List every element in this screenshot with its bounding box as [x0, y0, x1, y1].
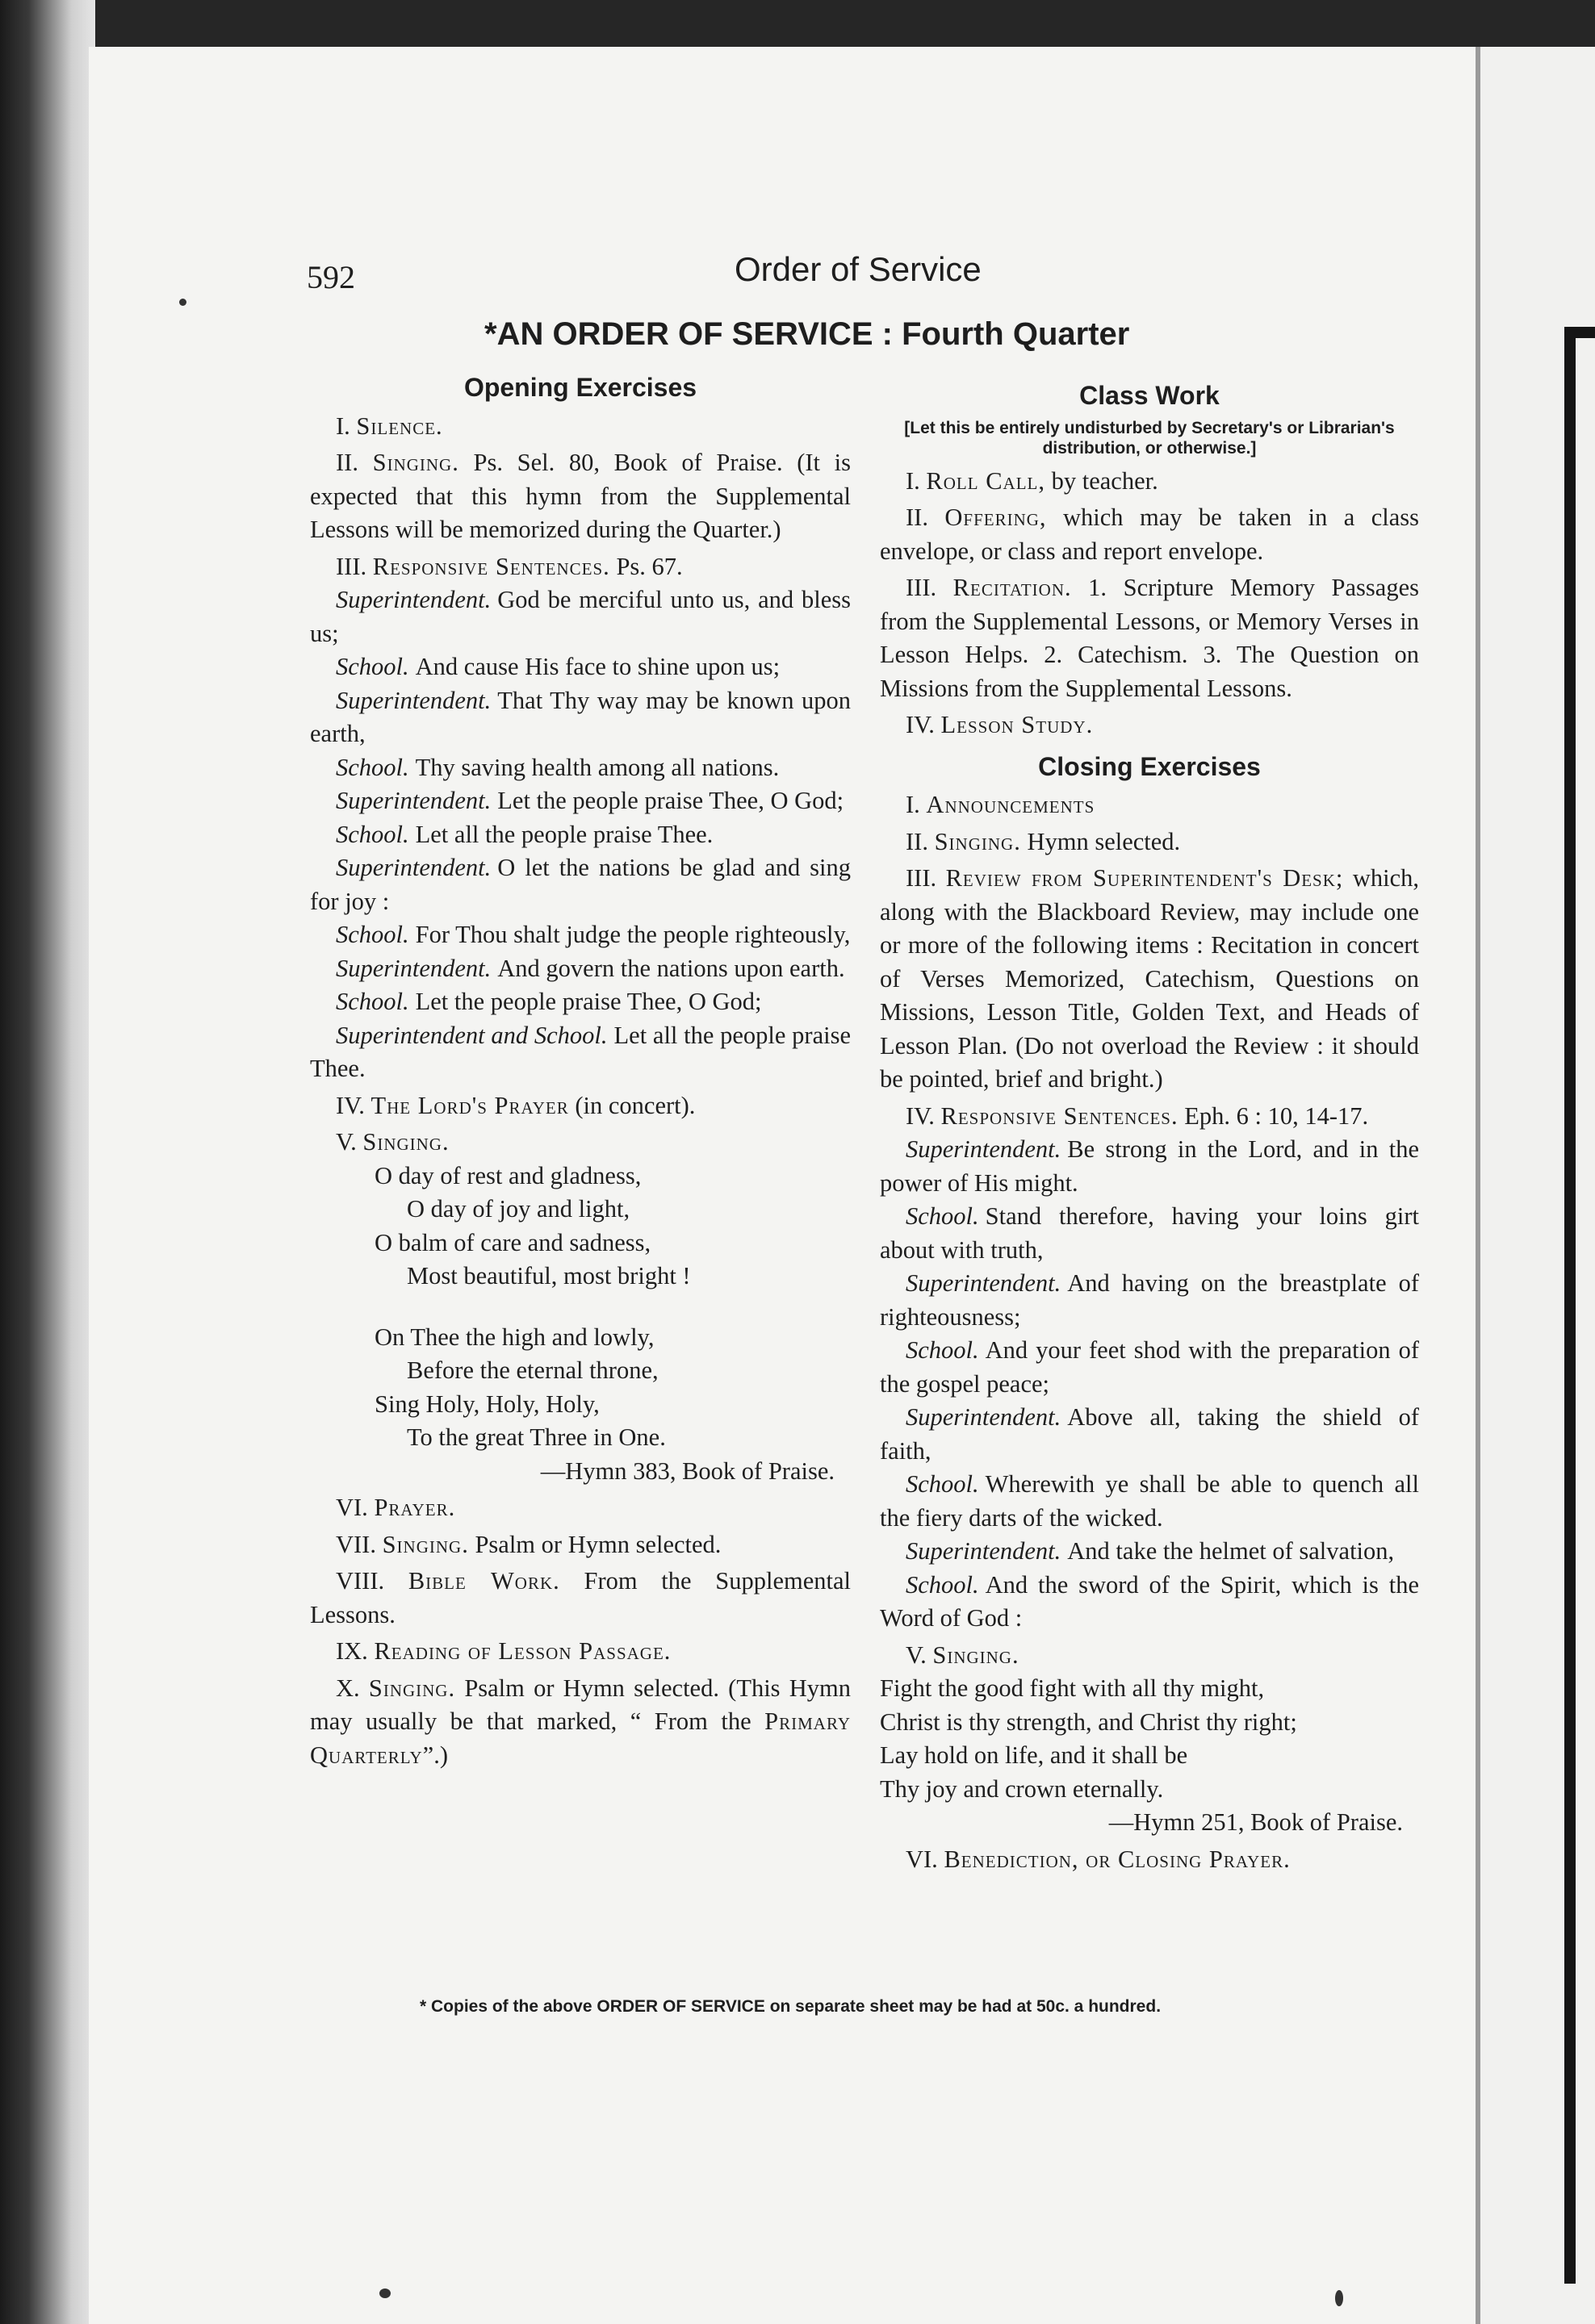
stanza-gap [310, 1294, 851, 1321]
opening-item-10: X. Singing. Psalm or Hymn selected. (This Hymn may usually be that marked, “ From the Primary Quarterly”.) [310, 1674, 852, 1769]
opening-item-7: VII. Singing. Psalm or Hymn selected. [336, 1530, 722, 1558]
opening-item-4: IV. The Lord's Prayer (in concert). [336, 1091, 696, 1119]
hymn-verse-line: Thy joy and crown eternally. [880, 1774, 1164, 1803]
page-header [307, 250, 1437, 299]
class-item-3: III. Recitation. 1. Scripture Memory Passages from the Supplemental Lessons, or Memory Verses in Lesson Helps. 2. Catechism. 3. The Question on Missions from the Supplemental Lessons. [880, 574, 1419, 702]
responsive-line: School. Let the people praise Thee, O God; [336, 988, 762, 1015]
hymn-verse-line: Sing Holy, Holy, Holy, [375, 1390, 600, 1418]
responsive-line: School. Let all the people praise Thee. [336, 820, 714, 848]
hymn-verse-line: Fight the good fight with all thy might, [880, 1674, 1265, 1702]
responsive-line: School. And cause His face to shine upon us; [336, 653, 781, 680]
opening-item-3: III. Responsive Sentences. Ps. 67. [336, 552, 683, 580]
opening-exercises-heading: Opening Exercises [463, 373, 697, 402]
hymn-verse-line: Before the eternal throne, [407, 1356, 659, 1384]
responsive-line: School. And your feet shod with the preparation of the gospel peace; [880, 1336, 1419, 1398]
closing-item-1: I. Announcements [906, 791, 1095, 818]
responsive-line: Superintendent. Let the people praise Thee, O God; [336, 787, 844, 814]
scan-speck [379, 2288, 391, 2298]
hymn-verse-line: O day of joy and light, [407, 1195, 630, 1223]
opening-item-2: II. Singing. Ps. Sel. 80, Book of Praise. (It is expected that this hymn from the Supplemental Lessons will be memorized during the Quarter.) [310, 449, 852, 543]
book-spine-edge [0, 0, 95, 2324]
hymn-verse-line: To the great Three in One. [407, 1423, 666, 1451]
hymn-verse-line: O day of rest and gladness, [375, 1161, 642, 1189]
facing-page-frame-side [1564, 331, 1576, 2284]
opening-item-9: IX. Reading of Lesson Passage. [336, 1637, 672, 1665]
hymn-verse-line: Most beautiful, most bright ! [407, 1262, 691, 1289]
scan-speck [179, 299, 186, 306]
opening-item-1: I. Silence. [336, 412, 443, 440]
hymn-verse-line: Lay hold on life, and it shall be [880, 1741, 1188, 1769]
running-title: Order of Service [735, 250, 982, 288]
responsive-line: Superintendent. Above all, taking the shield of faith, [880, 1403, 1419, 1465]
hymn-verse-line: Christ is thy strength, and Christ thy right; [880, 1707, 1297, 1736]
class-item-1: I. Roll Call, by teacher. [906, 466, 1158, 495]
closing-exercises-heading: Closing Exercises [1038, 751, 1261, 781]
hymn-verse-line: O balm of care and sadness, [375, 1228, 651, 1256]
responsive-line: School. And the sword of the Spirit, which is the Word of God : [880, 1570, 1419, 1632]
opening-item-5: V. Singing. [336, 1128, 450, 1156]
class-item-4: IV. Lesson Study. [906, 711, 1094, 738]
page-title: *AN ORDER OF SERVICE : Fourth Quarter [484, 316, 1130, 352]
responsive-line: Superintendent. And take the helmet of salvation, [906, 1537, 1395, 1565]
responsive-line: School. Stand therefore, having your loins girt about with truth, [880, 1202, 1419, 1264]
responsive-line: School. Thy saving health among all nations. [336, 753, 780, 781]
opening-item-8: VIII. Bible Work. From the Supplemental Lessons. [310, 1567, 851, 1628]
responsive-line: School. Wherewith ye shall be able to quench all the fiery darts of the wicked. [880, 1470, 1419, 1532]
responsive-line: School. For Thou shalt judge the people righteously, [336, 921, 851, 948]
responsive-line: Superintendent. O let the nations be glad and sing for joy : [310, 854, 851, 915]
class-item-2: II. Offering, which may be taken in a class envelope, or class and report envelope. [880, 504, 1420, 565]
closing-item-4: IV. Responsive Sentences. Eph. 6 : 10, 14-17. [906, 1101, 1369, 1130]
hymn-verse-line: On Thee the high and lowly, [375, 1323, 655, 1351]
closing-item-2: II. Singing. Hymn selected. [906, 827, 1181, 855]
responsive-line: Superintendent. That Thy way may be known upon earth, [310, 686, 851, 747]
class-work-heading: Class Work [1079, 381, 1220, 410]
scan-speck [1335, 2290, 1343, 2306]
hymn-citation: —Hymn 251, Book of Praise. [1108, 1808, 1403, 1836]
responsive-line: Superintendent. Be strong in the Lord, and in the power of His might. [880, 1135, 1419, 1197]
facing-page-edge [1480, 47, 1595, 2324]
closing-item-6: VI. Benediction, or Closing Prayer. [906, 1845, 1291, 1873]
closing-item-3: III. Review from Superintendent's Desk; which, along with the Blackboard Review, may include one or more of the following items : Recitation in concert of Verses Memorized, Catechism, Questions on Missions, Lesson Title, Golden Text, and Heads of Lesson Plan. (Do not overload the Review : it should be pointed, brief and bright.) [880, 864, 1419, 1093]
opening-item-6: VI. Prayer. [336, 1494, 456, 1521]
responsive-line: Superintendent. And having on the breastplate of righteousness; [880, 1269, 1419, 1331]
responsive-line: Superintendent. And govern the nations upon earth. [336, 954, 845, 982]
footnote: * Copies of the above ORDER OF SERVICE on separate sheet may be had at 50c. a hundred. [420, 1997, 1162, 2016]
closing-item-5: V. Singing. [906, 1641, 1019, 1669]
responsive-line: Superintendent. God be merciful unto us, and bless us; [310, 586, 851, 647]
responsive-line: Superintendent and School. Let all the people praise Thee. [310, 1021, 852, 1082]
class-work-note: [Let this be entirely undisturbed by Secretary's or Librarian's distribution, or otherwise.] [904, 418, 1395, 458]
right-column [880, 379, 1419, 1876]
hymn-citation: —Hymn 383, Book of Praise. [540, 1457, 835, 1485]
page-number: 592 [307, 259, 355, 295]
left-column [310, 371, 851, 1772]
